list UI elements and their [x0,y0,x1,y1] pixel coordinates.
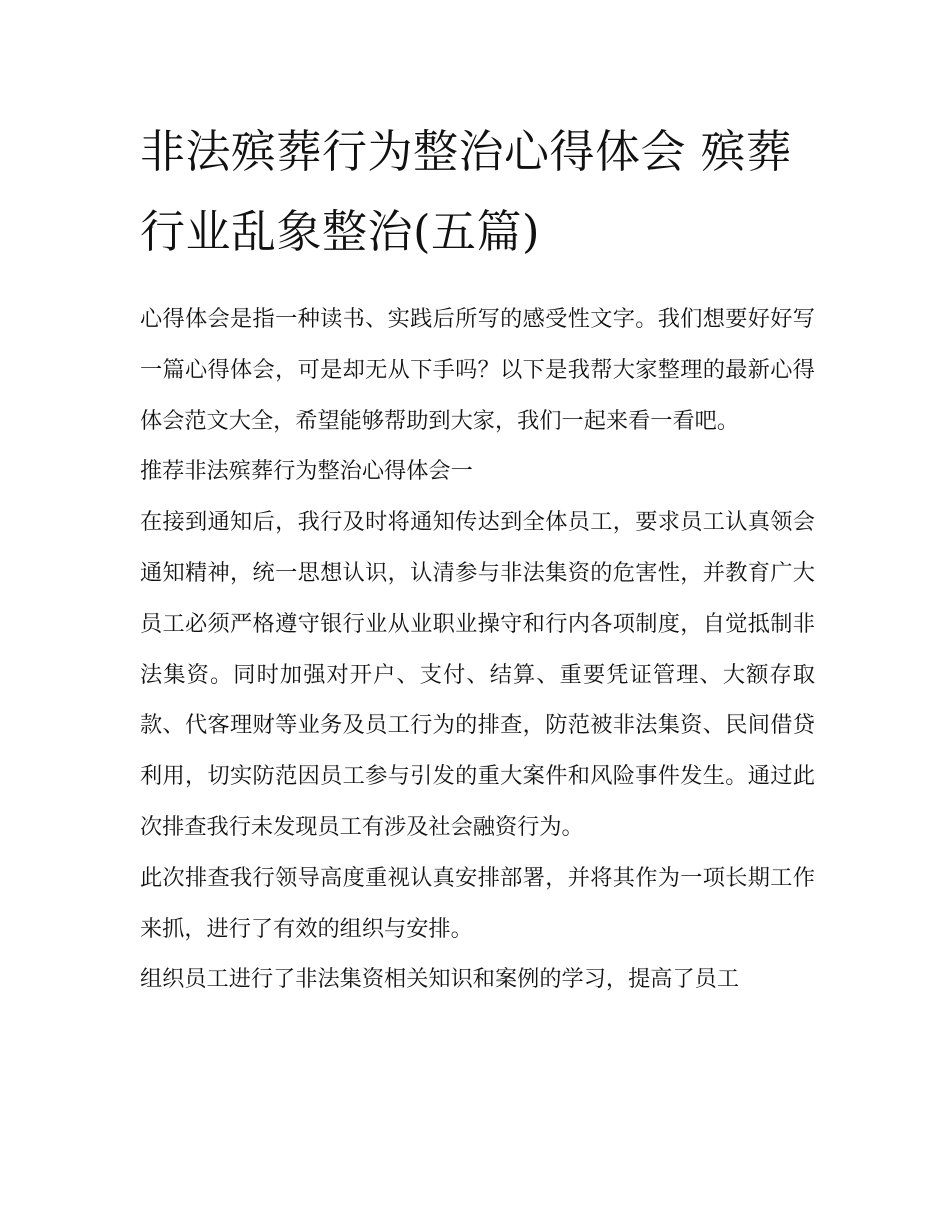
body-paragraph: 此次排查我行领导高度重视认真安排部署，并将其作为一项长期工作来抓，进行了有效的组织与安排。 [140,864,815,942]
body-paragraph: 在接到通知后，我行及时将通知传达到全体员工，要求员工认真领会通知精神，统一思想认识，认清参与非法集资的危害性，并教育广大员工必须严格遵守银行业从业职业操守和行内各项制度，自觉抵制非法集资。同时加强对开户、支付、结算、重要凭证管理、大额存取款、代客理财等业务及员工行为的排查，防范被非法集资、民间借贷利用，切实防范因员工参与引发的重大案件和风险事件发生。通过此次排查我行未发现员工有涉及社会融资行为。 [140,509,815,840]
section-heading: 推荐非法殡葬行为整治心得体会一 [140,458,473,485]
document-body [140,294,815,1005]
intro-paragraph: 心得体会是指一种读书、实践后所写的感受性文字。我们想要好好写一篇心得体会，可是却无从下手吗？以下是我帮大家整理的最新心得体会范文大全，希望能够帮助到大家，我们一起来看一看吧。 [140,306,815,434]
body-paragraph: 组织员工进行了非法集资相关知识和案例的学习，提高了员工 [140,966,740,993]
document-page [140,112,815,1005]
document-title: 非法殡葬行为整治心得体会 殡葬行业乱象整治(五篇) [140,125,792,258]
